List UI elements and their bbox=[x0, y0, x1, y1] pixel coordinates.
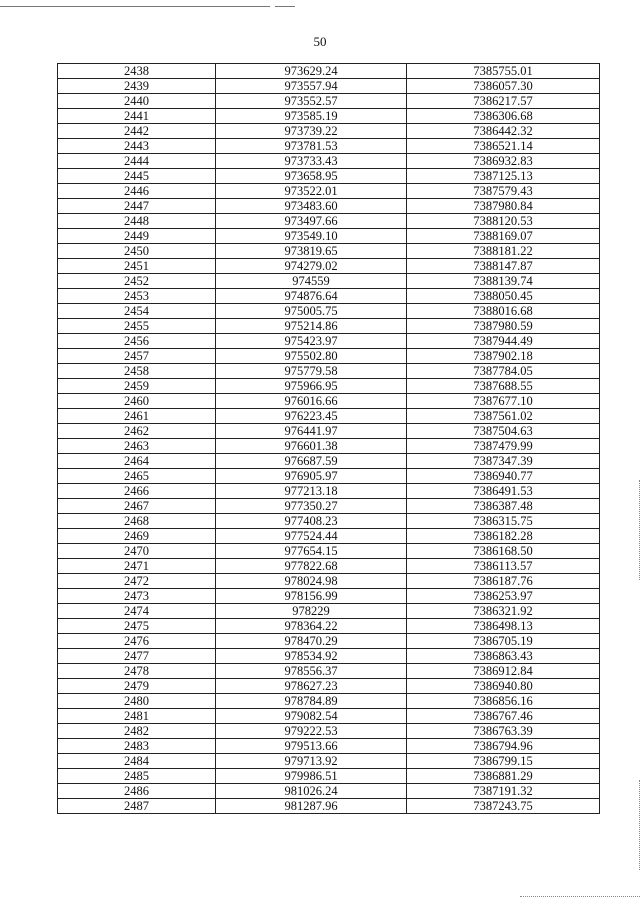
y-coordinate-cell: 7386306.68 bbox=[407, 109, 600, 124]
point-number-cell: 2458 bbox=[58, 364, 216, 379]
y-coordinate-cell: 7385755.01 bbox=[407, 64, 600, 79]
table-row bbox=[58, 169, 600, 184]
table-row bbox=[58, 604, 600, 619]
point-number-cell: 2478 bbox=[58, 664, 216, 679]
y-coordinate-cell: 7388169.07 bbox=[407, 229, 600, 244]
x-coordinate-cell: 973549.10 bbox=[216, 229, 407, 244]
x-coordinate-cell: 973522.01 bbox=[216, 184, 407, 199]
x-coordinate-cell: 973739.22 bbox=[216, 124, 407, 139]
y-coordinate-cell: 7387561.02 bbox=[407, 409, 600, 424]
x-coordinate-cell: 978364.22 bbox=[216, 619, 407, 634]
point-number-cell: 2474 bbox=[58, 604, 216, 619]
x-coordinate-cell: 978470.29 bbox=[216, 634, 407, 649]
table-row bbox=[58, 739, 600, 754]
table-row bbox=[58, 634, 600, 649]
table-row bbox=[58, 79, 600, 94]
y-coordinate-cell: 7387579.43 bbox=[407, 184, 600, 199]
x-coordinate-cell: 976223.45 bbox=[216, 409, 407, 424]
point-number-cell: 2451 bbox=[58, 259, 216, 274]
x-coordinate-cell: 975966.95 bbox=[216, 379, 407, 394]
table-row bbox=[58, 64, 600, 79]
x-coordinate-cell: 976601.38 bbox=[216, 439, 407, 454]
y-coordinate-cell: 7386794.96 bbox=[407, 739, 600, 754]
x-coordinate-cell: 978534.92 bbox=[216, 649, 407, 664]
point-number-cell: 2440 bbox=[58, 94, 216, 109]
y-coordinate-cell: 7386057.30 bbox=[407, 79, 600, 94]
table-row bbox=[58, 94, 600, 109]
y-coordinate-cell: 7386321.92 bbox=[407, 604, 600, 619]
x-coordinate-cell: 973658.95 bbox=[216, 169, 407, 184]
y-coordinate-cell: 7386940.77 bbox=[407, 469, 600, 484]
x-coordinate-cell: 981287.96 bbox=[216, 799, 407, 814]
x-coordinate-cell: 977822.68 bbox=[216, 559, 407, 574]
y-coordinate-cell: 7388016.68 bbox=[407, 304, 600, 319]
table-row bbox=[58, 589, 600, 604]
y-coordinate-cell: 7386387.48 bbox=[407, 499, 600, 514]
x-coordinate-cell: 978784.89 bbox=[216, 694, 407, 709]
point-number-cell: 2473 bbox=[58, 589, 216, 604]
x-coordinate-cell: 976687.59 bbox=[216, 454, 407, 469]
point-number-cell: 2467 bbox=[58, 499, 216, 514]
y-coordinate-cell: 7387980.59 bbox=[407, 319, 600, 334]
point-number-cell: 2456 bbox=[58, 334, 216, 349]
y-coordinate-cell: 7388050.45 bbox=[407, 289, 600, 304]
page-number: 50 bbox=[313, 34, 327, 49]
coordinates-table-body bbox=[58, 64, 600, 814]
x-coordinate-cell: 978024.98 bbox=[216, 574, 407, 589]
x-coordinate-cell: 978156.99 bbox=[216, 589, 407, 604]
x-coordinate-cell: 975502.80 bbox=[216, 349, 407, 364]
y-coordinate-cell: 7387125.13 bbox=[407, 169, 600, 184]
table-row bbox=[58, 424, 600, 439]
point-number-cell: 2454 bbox=[58, 304, 216, 319]
table-row bbox=[58, 784, 600, 799]
table-row bbox=[58, 274, 600, 289]
x-coordinate-cell: 978556.37 bbox=[216, 664, 407, 679]
y-coordinate-cell: 7387980.84 bbox=[407, 199, 600, 214]
point-number-cell: 2445 bbox=[58, 169, 216, 184]
coordinates-table bbox=[57, 63, 600, 814]
x-coordinate-cell: 977350.27 bbox=[216, 499, 407, 514]
table-row bbox=[58, 664, 600, 679]
table-row bbox=[58, 439, 600, 454]
x-coordinate-cell: 975779.58 bbox=[216, 364, 407, 379]
table-row bbox=[58, 559, 600, 574]
x-coordinate-cell: 975423.97 bbox=[216, 334, 407, 349]
x-coordinate-cell: 977213.18 bbox=[216, 484, 407, 499]
y-coordinate-cell: 7388139.74 bbox=[407, 274, 600, 289]
point-number-cell: 2466 bbox=[58, 484, 216, 499]
table-row bbox=[58, 349, 600, 364]
point-number-cell: 2455 bbox=[58, 319, 216, 334]
point-number-cell: 2464 bbox=[58, 454, 216, 469]
table-row bbox=[58, 649, 600, 664]
x-coordinate-cell: 976441.97 bbox=[216, 424, 407, 439]
x-coordinate-cell: 979082.54 bbox=[216, 709, 407, 724]
point-number-cell: 2452 bbox=[58, 274, 216, 289]
point-number-cell: 2444 bbox=[58, 154, 216, 169]
point-number-cell: 2468 bbox=[58, 514, 216, 529]
point-number-cell: 2449 bbox=[58, 229, 216, 244]
y-coordinate-cell: 7386705.19 bbox=[407, 634, 600, 649]
point-number-cell: 2479 bbox=[58, 679, 216, 694]
point-number-cell: 2486 bbox=[58, 784, 216, 799]
y-coordinate-cell: 7386763.39 bbox=[407, 724, 600, 739]
x-coordinate-cell: 979713.92 bbox=[216, 754, 407, 769]
y-coordinate-cell: 7386498.13 bbox=[407, 619, 600, 634]
table-row bbox=[58, 229, 600, 244]
table-row bbox=[58, 289, 600, 304]
x-coordinate-cell: 974559 bbox=[216, 274, 407, 289]
x-coordinate-cell: 975005.75 bbox=[216, 304, 407, 319]
point-number-cell: 2471 bbox=[58, 559, 216, 574]
y-coordinate-cell: 7386912.84 bbox=[407, 664, 600, 679]
table-row bbox=[58, 154, 600, 169]
y-coordinate-cell: 7386217.57 bbox=[407, 94, 600, 109]
point-number-cell: 2469 bbox=[58, 529, 216, 544]
point-number-cell: 2443 bbox=[58, 139, 216, 154]
x-coordinate-cell: 974876.64 bbox=[216, 289, 407, 304]
point-number-cell: 2483 bbox=[58, 739, 216, 754]
y-coordinate-cell: 7387677.10 bbox=[407, 394, 600, 409]
point-number-cell: 2480 bbox=[58, 694, 216, 709]
y-coordinate-cell: 7386932.83 bbox=[407, 154, 600, 169]
table-row bbox=[58, 199, 600, 214]
x-coordinate-cell: 973497.66 bbox=[216, 214, 407, 229]
table-row bbox=[58, 334, 600, 349]
x-coordinate-cell: 981026.24 bbox=[216, 784, 407, 799]
table-row bbox=[58, 409, 600, 424]
y-coordinate-cell: 7386442.32 bbox=[407, 124, 600, 139]
point-number-cell: 2460 bbox=[58, 394, 216, 409]
point-number-cell: 2446 bbox=[58, 184, 216, 199]
y-coordinate-cell: 7387191.32 bbox=[407, 784, 600, 799]
point-number-cell: 2465 bbox=[58, 469, 216, 484]
table-row bbox=[58, 679, 600, 694]
table-row bbox=[58, 184, 600, 199]
y-coordinate-cell: 7386856.16 bbox=[407, 694, 600, 709]
point-number-cell: 2447 bbox=[58, 199, 216, 214]
table-row bbox=[58, 619, 600, 634]
point-number-cell: 2450 bbox=[58, 244, 216, 259]
y-coordinate-cell: 7386253.97 bbox=[407, 589, 600, 604]
table-row bbox=[58, 499, 600, 514]
table-row bbox=[58, 769, 600, 784]
x-coordinate-cell: 973483.60 bbox=[216, 199, 407, 214]
table-row bbox=[58, 109, 600, 124]
x-coordinate-cell: 977524.44 bbox=[216, 529, 407, 544]
top-edge-line-short bbox=[275, 6, 295, 7]
point-number-cell: 2481 bbox=[58, 709, 216, 724]
point-number-cell: 2439 bbox=[58, 79, 216, 94]
point-number-cell: 2438 bbox=[58, 64, 216, 79]
point-number-cell: 2442 bbox=[58, 124, 216, 139]
point-number-cell: 2470 bbox=[58, 544, 216, 559]
y-coordinate-cell: 7386863.43 bbox=[407, 649, 600, 664]
x-coordinate-cell: 978627.23 bbox=[216, 679, 407, 694]
table-row bbox=[58, 799, 600, 814]
y-coordinate-cell: 7386315.75 bbox=[407, 514, 600, 529]
point-number-cell: 2462 bbox=[58, 424, 216, 439]
x-coordinate-cell: 976905.97 bbox=[216, 469, 407, 484]
table-row bbox=[58, 514, 600, 529]
x-coordinate-cell: 978229 bbox=[216, 604, 407, 619]
y-coordinate-cell: 7386491.53 bbox=[407, 484, 600, 499]
y-coordinate-cell: 7388181.22 bbox=[407, 244, 600, 259]
x-coordinate-cell: 973781.53 bbox=[216, 139, 407, 154]
table-row bbox=[58, 724, 600, 739]
table-row bbox=[58, 319, 600, 334]
point-number-cell: 2463 bbox=[58, 439, 216, 454]
table-row bbox=[58, 529, 600, 544]
y-coordinate-cell: 7387504.63 bbox=[407, 424, 600, 439]
y-coordinate-cell: 7387944.49 bbox=[407, 334, 600, 349]
table-row bbox=[58, 124, 600, 139]
table-row bbox=[58, 694, 600, 709]
x-coordinate-cell: 977654.15 bbox=[216, 544, 407, 559]
y-coordinate-cell: 7386881.29 bbox=[407, 769, 600, 784]
x-coordinate-cell: 974279.02 bbox=[216, 259, 407, 274]
table-row bbox=[58, 394, 600, 409]
table-row bbox=[58, 259, 600, 274]
y-coordinate-cell: 7386521.14 bbox=[407, 139, 600, 154]
y-coordinate-cell: 7386187.76 bbox=[407, 574, 600, 589]
x-coordinate-cell: 976016.66 bbox=[216, 394, 407, 409]
y-coordinate-cell: 7386182.28 bbox=[407, 529, 600, 544]
y-coordinate-cell: 7387347.39 bbox=[407, 454, 600, 469]
y-coordinate-cell: 7387688.55 bbox=[407, 379, 600, 394]
x-coordinate-cell: 973557.94 bbox=[216, 79, 407, 94]
x-coordinate-cell: 975214.86 bbox=[216, 319, 407, 334]
point-number-cell: 2482 bbox=[58, 724, 216, 739]
top-edge-line bbox=[0, 6, 270, 7]
point-number-cell: 2472 bbox=[58, 574, 216, 589]
x-coordinate-cell: 979222.53 bbox=[216, 724, 407, 739]
table-row bbox=[58, 379, 600, 394]
table-row bbox=[58, 454, 600, 469]
point-number-cell: 2453 bbox=[58, 289, 216, 304]
table-row bbox=[58, 544, 600, 559]
table-row bbox=[58, 574, 600, 589]
point-number-cell: 2441 bbox=[58, 109, 216, 124]
point-number-cell: 2448 bbox=[58, 214, 216, 229]
y-coordinate-cell: 7386168.50 bbox=[407, 544, 600, 559]
table-row bbox=[58, 244, 600, 259]
y-coordinate-cell: 7388120.53 bbox=[407, 214, 600, 229]
table-row bbox=[58, 484, 600, 499]
point-number-cell: 2457 bbox=[58, 349, 216, 364]
point-number-cell: 2484 bbox=[58, 754, 216, 769]
y-coordinate-cell: 7387784.05 bbox=[407, 364, 600, 379]
y-coordinate-cell: 7386767.46 bbox=[407, 709, 600, 724]
y-coordinate-cell: 7386940.80 bbox=[407, 679, 600, 694]
x-coordinate-cell: 979513.66 bbox=[216, 739, 407, 754]
table-row bbox=[58, 709, 600, 724]
y-coordinate-cell: 7388147.87 bbox=[407, 259, 600, 274]
x-coordinate-cell: 973552.57 bbox=[216, 94, 407, 109]
table-row bbox=[58, 139, 600, 154]
x-coordinate-cell: 977408.23 bbox=[216, 514, 407, 529]
y-coordinate-cell: 7387479.99 bbox=[407, 439, 600, 454]
x-coordinate-cell: 973585.19 bbox=[216, 109, 407, 124]
table-row bbox=[58, 214, 600, 229]
point-number-cell: 2487 bbox=[58, 799, 216, 814]
x-coordinate-cell: 973629.24 bbox=[216, 64, 407, 79]
point-number-cell: 2459 bbox=[58, 379, 216, 394]
point-number-cell: 2476 bbox=[58, 634, 216, 649]
table-row bbox=[58, 304, 600, 319]
table-row bbox=[58, 469, 600, 484]
y-coordinate-cell: 7386799.15 bbox=[407, 754, 600, 769]
point-number-cell: 2485 bbox=[58, 769, 216, 784]
point-number-cell: 2475 bbox=[58, 619, 216, 634]
point-number-cell: 2477 bbox=[58, 649, 216, 664]
y-coordinate-cell: 7387902.18 bbox=[407, 349, 600, 364]
x-coordinate-cell: 979986.51 bbox=[216, 769, 407, 784]
table-row bbox=[58, 364, 600, 379]
table-row bbox=[58, 754, 600, 769]
y-coordinate-cell: 7387243.75 bbox=[407, 799, 600, 814]
x-coordinate-cell: 973733.43 bbox=[216, 154, 407, 169]
point-number-cell: 2461 bbox=[58, 409, 216, 424]
bottom-edge-line bbox=[520, 896, 640, 897]
x-coordinate-cell: 973819.65 bbox=[216, 244, 407, 259]
y-coordinate-cell: 7386113.57 bbox=[407, 559, 600, 574]
